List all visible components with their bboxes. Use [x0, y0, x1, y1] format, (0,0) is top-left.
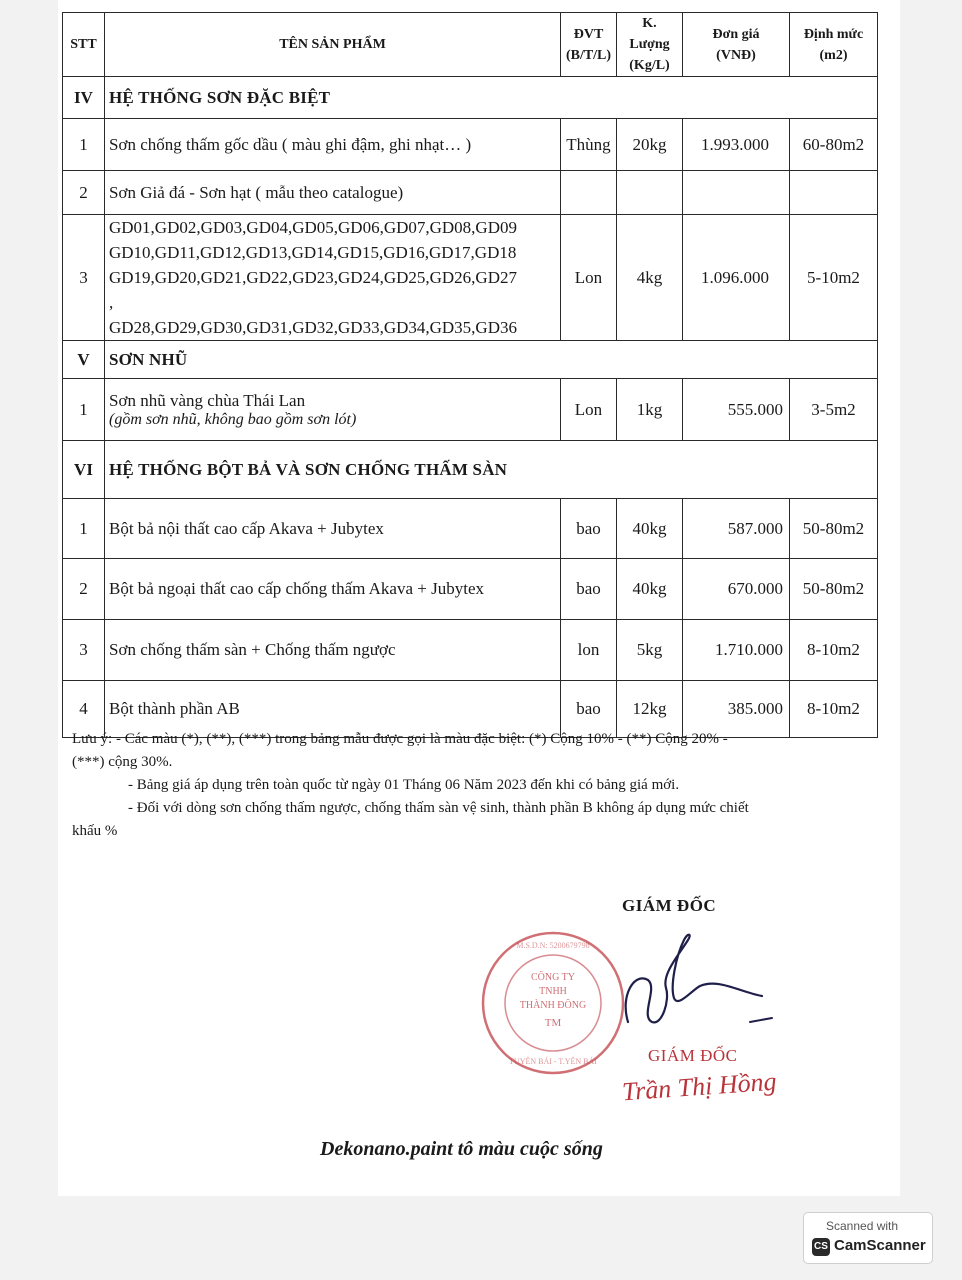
table-header-row [63, 13, 878, 77]
empty-cell [790, 171, 878, 215]
note-line: - Đối với dòng sơn chống thấm ngược, chống thấm sàn vệ sinh, thành phần B không áp dụng mức chiết [128, 800, 749, 816]
section-number: VI [63, 441, 105, 499]
section-row-v [63, 341, 878, 379]
section-number: V [63, 341, 105, 379]
codes-line: , [109, 293, 114, 312]
product-weight: 20kg [617, 119, 683, 171]
product-name: Bột bả ngoại thất cao cấp chống thấm Akava + Jubytex [105, 559, 561, 620]
price-table [62, 12, 878, 738]
product-unit: bao [561, 499, 617, 559]
empty-cell [683, 171, 790, 215]
section-title: HỆ THỐNG SƠN ĐẶC BIỆT [105, 77, 878, 119]
product-weight: 40kg [617, 559, 683, 620]
product-weight: 12kg [617, 681, 683, 738]
product-name [105, 379, 561, 441]
product-norm: 50-80m2 [790, 499, 878, 559]
svg-text:TNHH: TNHH [539, 986, 567, 997]
section-number: IV [63, 77, 105, 119]
row-stt: 3 [63, 620, 105, 681]
product-name-text: Sơn nhũ vàng chùa Thái Lan [109, 390, 306, 410]
row-stt: 1 [63, 499, 105, 559]
table-row [63, 499, 878, 559]
table-row [63, 379, 878, 441]
codes-line: GD28,GD29,GD30,GD31,GD32,GD33,GD34,GD35,GD36 [109, 318, 517, 337]
row-stt: 1 [63, 119, 105, 171]
note-line: (***) cộng 30%. [72, 754, 173, 770]
product-weight: 1kg [617, 379, 683, 441]
product-price: 670.000 [683, 559, 790, 620]
stamp-director-name: Trần Thị Hồng [621, 1066, 778, 1107]
section-row-iv [63, 77, 878, 119]
codes-line: GD19,GD20,GD21,GD22,GD23,GD24,GD25,GD26,GD27 [109, 268, 517, 287]
product-unit: bao [561, 681, 617, 738]
header-price: Đơn giá (VNĐ) [683, 13, 790, 77]
header-weight: K. Lượng (Kg/L) [617, 13, 683, 77]
product-norm: 5-10m2 [790, 215, 878, 341]
stamp-director-title: GIÁM ĐỐC [648, 1046, 738, 1065]
camscanner-logo-icon: CS [812, 1238, 830, 1256]
table-row [63, 171, 878, 215]
note-line: khấu % [72, 823, 118, 839]
product-name: Sơn Giả đá - Sơn hạt ( mẫu theo catalogue) [105, 171, 561, 215]
header-norm: Định mức (m2) [790, 13, 878, 77]
svg-text:TUYÊN BÁI - T.YÊN BÁI: TUYÊN BÁI - T.YÊN BÁI [509, 1057, 597, 1066]
product-price: 555.000 [683, 379, 790, 441]
product-price: 385.000 [683, 681, 790, 738]
director-signature [600, 926, 790, 1046]
note-line: Lưu ý: - Các màu (*), (**), (***) trong bảng mẫu được gọi là màu đặc biệt: (*) Cộng 10% - (**) Cộng 20% - [72, 731, 728, 747]
product-norm: 50-80m2 [790, 559, 878, 620]
note-line: - Bảng giá áp dụng trên toàn quốc từ ngày 01 Tháng 06 Năm 2023 đến khi có bảng giá mới. [128, 777, 680, 793]
section-title: HỆ THỐNG BỘT BẢ VÀ SƠN CHỐNG THẤM SÀN [105, 441, 878, 499]
header-name: TÊN SẢN PHẨM [105, 13, 561, 77]
product-norm: 8-10m2 [790, 681, 878, 738]
product-weight: 5kg [617, 620, 683, 681]
product-name: Sơn chống thấm gốc dầu ( màu ghi đậm, ghi nhạt… ) [105, 119, 561, 171]
svg-text:CÔNG TY: CÔNG TY [531, 972, 575, 983]
product-weight: 4kg [617, 215, 683, 341]
director-title: GIÁM ĐỐC [622, 896, 717, 915]
product-unit: lon [561, 620, 617, 681]
empty-cell [561, 171, 617, 215]
product-name: Bột thành phần AB [105, 681, 561, 738]
product-norm: 3-5m2 [790, 379, 878, 441]
product-note: (gồm sơn nhũ, không bao gồm sơn lót) [109, 410, 357, 428]
section-row-vi [63, 441, 878, 499]
product-weight: 40kg [617, 499, 683, 559]
svg-text:THÀNH ĐÔNG: THÀNH ĐÔNG [519, 1000, 587, 1011]
table-row [63, 559, 878, 620]
empty-cell [617, 171, 683, 215]
row-stt: 4 [63, 681, 105, 738]
camscanner-label: CamScanner [834, 1237, 926, 1254]
section-title: SƠN NHŨ [105, 341, 878, 379]
scanned-with-label: Scanned with [826, 1219, 899, 1233]
codes-line: GD01,GD02,GD03,GD04,GD05,GD06,GD07,GD08,GD09 [109, 218, 517, 237]
product-unit: Thùng [561, 119, 617, 171]
product-codes [105, 215, 561, 341]
row-stt: 3 [63, 215, 105, 341]
slogan: Dekonano.paint tô màu cuộc sống [320, 1138, 603, 1160]
product-unit: bao [561, 559, 617, 620]
product-price: 587.000 [683, 499, 790, 559]
product-unit: Lon [561, 379, 617, 441]
notes-block [72, 728, 862, 843]
product-name: Bột bả nội thất cao cấp Akava + Jubytex [105, 499, 561, 559]
header-unit: ĐVT (B/T/L) [561, 13, 617, 77]
row-stt: 2 [63, 559, 105, 620]
table-row [63, 119, 878, 171]
svg-text:M.S.D.N: 5200679798: M.S.D.N: 5200679798 [516, 941, 590, 950]
product-price: 1.993.000 [683, 119, 790, 171]
row-stt: 2 [63, 171, 105, 215]
camscanner-badge [803, 1212, 933, 1264]
codes-line: GD10,GD11,GD12,GD13,GD14,GD15,GD16,GD17,GD18 [109, 243, 517, 262]
product-norm: 60-80m2 [790, 119, 878, 171]
product-price: 1.710.000 [683, 620, 790, 681]
svg-text:TM: TM [544, 1017, 562, 1029]
header-stt: STT [63, 13, 105, 77]
product-name: Sơn chống thấm sàn + Chống thấm ngược [105, 620, 561, 681]
table-row [63, 620, 878, 681]
product-norm: 8-10m2 [790, 620, 878, 681]
product-price: 1.096.000 [683, 215, 790, 341]
row-stt: 1 [63, 379, 105, 441]
table-row [63, 215, 878, 341]
product-unit: Lon [561, 215, 617, 341]
